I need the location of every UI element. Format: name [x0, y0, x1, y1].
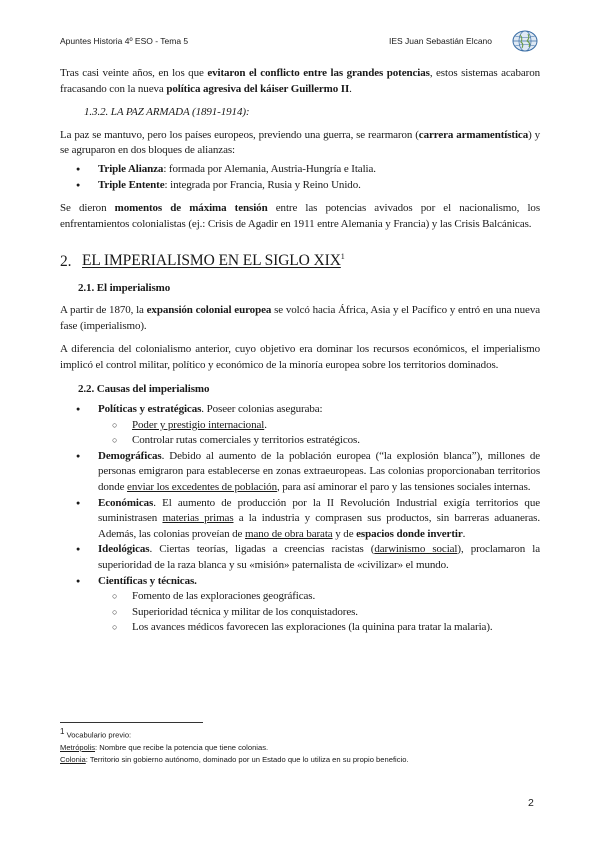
intro-paragraph: Tras casi veinte años, en los que evitaron el conflicto entre las grandes potencias, estos sistemas acabaron fracasando con la nueva política agresiva del káiser Guillermo II. — [60, 67, 540, 95]
section-2-title: 2. EL IMPERIALISMO EN EL SIGLO XIX$^1$ — [60, 252, 345, 270]
page-header — [60, 30, 540, 54]
footnote-ref[interactable]: 1 — [340, 252, 345, 262]
list-item: ● Científicas y técnicas. — [60, 574, 540, 590]
paz-armada-paragraph: La paz se mantuvo, pero los países europeos, previendo una guerra, se rearmaron (carrera armamentística) y se agruparon en dos bloques de alianzas: — [60, 128, 540, 157]
footnote-item: Colonia: Territorio sin gobierno autónomo, dominado por un Estado que lo utiliza en su propio beneficio. — [60, 754, 409, 764]
globe-logo-icon — [512, 30, 538, 52]
list-item: ● Políticas y estratégicas. Poseer colonias aseguraba: — [60, 402, 540, 418]
list-item: ○ Controlar rutas comerciales y territorios estratégicos. — [60, 433, 540, 449]
list-item: ● Triple Alianza: formada por Alemania, Austria-Hungría e Italia. — [60, 162, 540, 178]
subsection-2-2-heading: 2.2. Causas del imperialismo — [78, 383, 210, 396]
page-body — [60, 66, 540, 636]
list-item: ○ Poder y prestigio internacional. — [60, 418, 540, 434]
list-item: ○ Superioridad técnica y militar de los conquistadores. — [60, 605, 540, 621]
imperialismo-paragraph-1: A partir de 1870, la expansión colonial europea se volcó hacia África, Asia y el Pacífico y entró en una nueva fase (imperialismo). — [60, 304, 541, 332]
footnote-item: Metrópolis: Nombre que recibe la potencia que tiene colonias. — [60, 742, 269, 752]
footnote-title: $^1$ Vocabulario previo: — [60, 727, 132, 740]
list-item: ○ Fomento de las exploraciones geográficas. — [60, 589, 540, 605]
header-left-text: Apuntes Historia 4º ESO - Tema 5 — [60, 36, 189, 46]
list-item: ● Demográficas. Debido al aumento de la población europea (“la explosión blanca”), millones de personas emigraron para establecerse en zonas extraeuropeas. Las colonias proporcionaban territorios donde enviar los excedentes de población, para así aminorar el paro y las tensiones sociales internas. — [60, 449, 540, 496]
list-item: ● Ideológicas. Ciertas teorías, ligadas a creencias racistas (darwinismo social), proclamaron la superioridad de la raza blanca y su «misión» paternalista de «civilizar» el mundo. — [60, 542, 540, 573]
header-right-text: IES Juan Sebastián Elcano — [389, 36, 493, 46]
list-item: ● Económicas. El aumento de producción por la II Revolución Industrial exigía territorios que suministrasen materias primas a la industria y comprasen sus productos, sin barreras aduaneras. Además, las colonias proveían de mano de obra barata y de espacios donde invertir. — [60, 496, 540, 543]
list-item: ● Triple Entente: integrada por Francia, Rusia y Reino Unido. — [60, 178, 540, 194]
footnotes — [60, 726, 540, 766]
paz-armada-heading: 1.3.2. LA PAZ ARMADA (1891-1914): — [84, 106, 250, 119]
subsection-2-1-heading: 2.1. El imperialismo — [78, 281, 171, 294]
page-number: 2 — [528, 797, 534, 809]
list-item: ○ Los avances médicos favorecen las exploraciones (la quinina para tratar la malaria). — [60, 620, 540, 636]
tension-paragraph: Se dieron momentos de máxima tensión entre las potencias avivados por el nacionalismo, los enfrentamientos colonialistas (ej.: Crisis de Agadir en 1911 entre Alemania y Francia) y las Crisis Balcánicas. — [60, 202, 541, 230]
footnote-divider — [60, 722, 203, 723]
imperialismo-paragraph-2: A diferencia del colonialismo anterior, cuyo objetivo era dominar los recursos económicos, el imperialismo implicó el control militar, político y económico de la minoría europea sobre los territorios dominados. — [60, 343, 540, 371]
